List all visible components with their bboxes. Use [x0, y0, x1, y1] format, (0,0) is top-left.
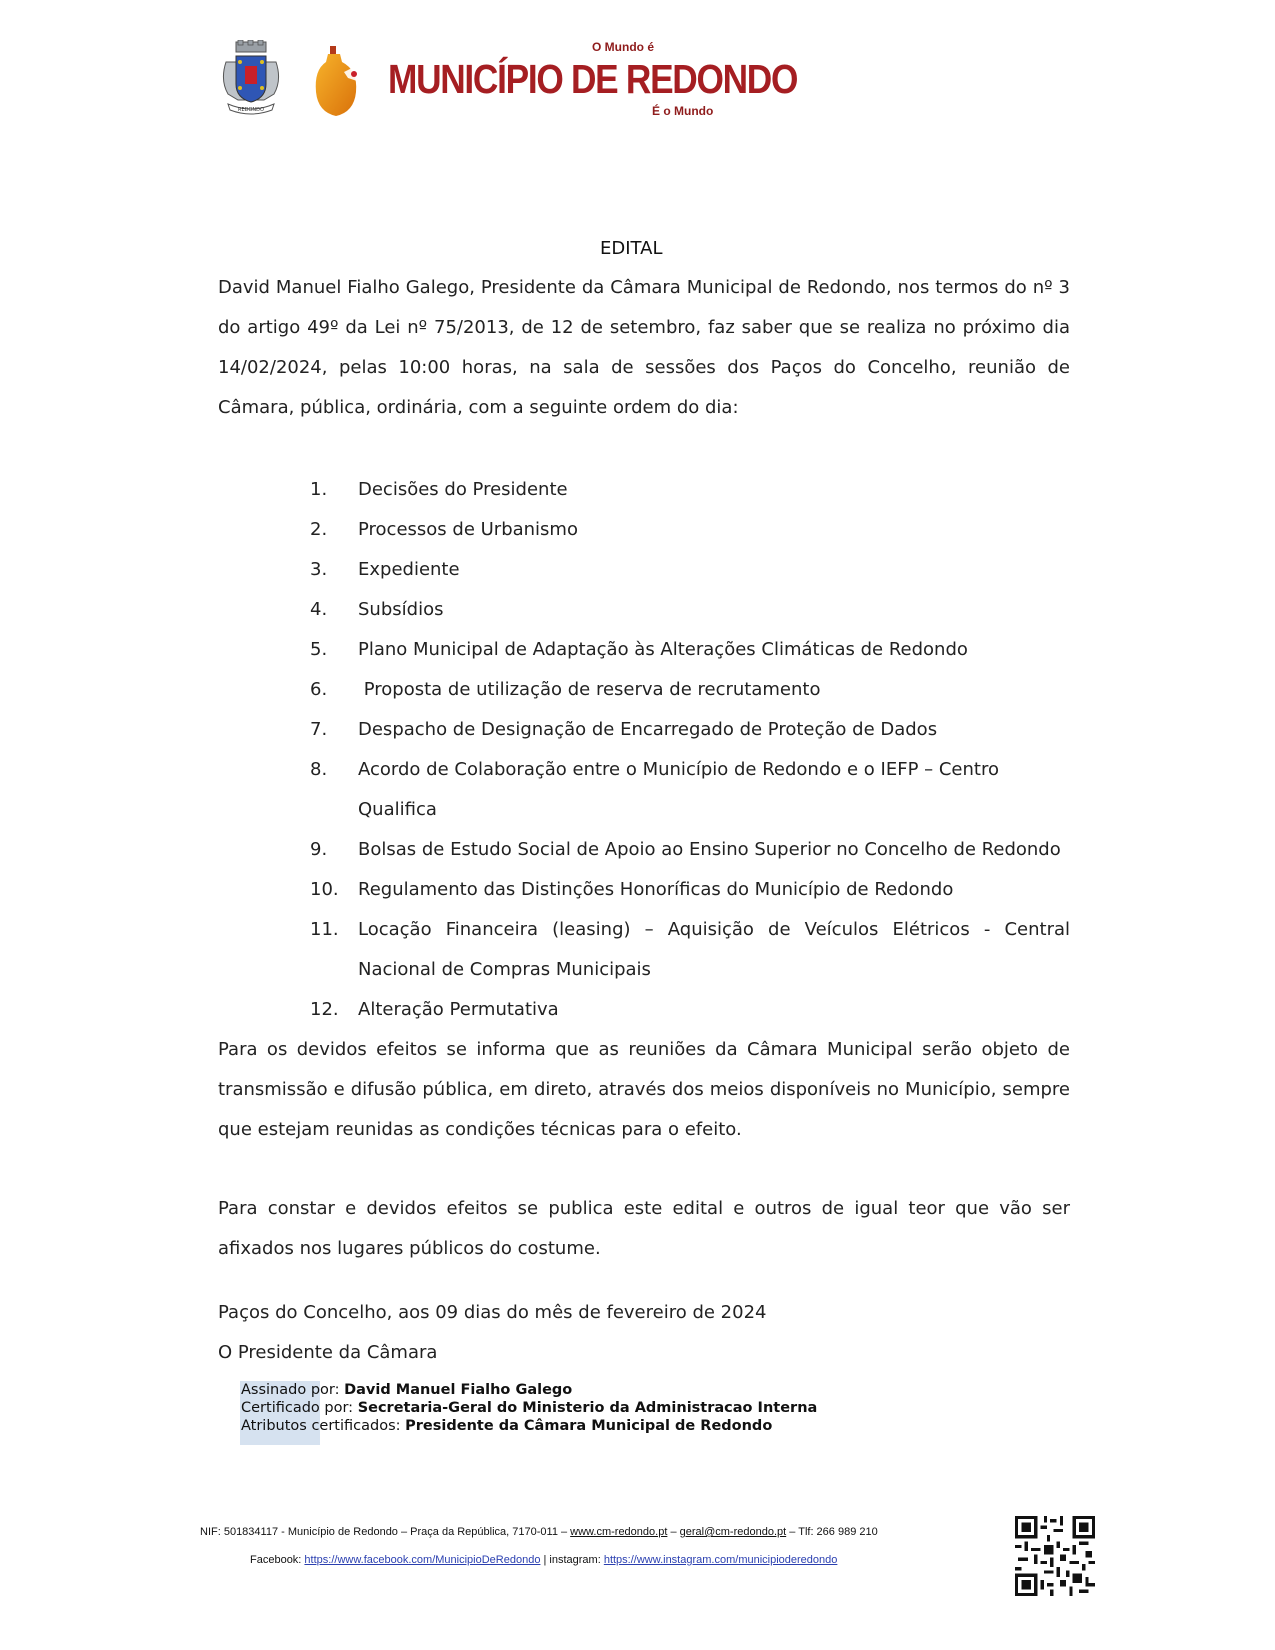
- agenda-item-number: 2.: [310, 519, 328, 540]
- certified-by-label: Certificado por:: [241, 1400, 354, 1416]
- agenda-item-number: 6.: [310, 679, 328, 700]
- place-and-date: Paços do Concelho, aos 09 dias do mês de fevereiro de 2024: [218, 1302, 767, 1323]
- municipality-brand-title: MUNICÍPIO DE REDONDO: [388, 56, 798, 102]
- clay-jar-logo-icon: [310, 42, 366, 118]
- signatory-title: O Presidente da Câmara: [218, 1342, 438, 1363]
- signed-by-value: David Manuel Fialho Galego: [344, 1382, 573, 1398]
- footer-address: NIF: 501834117 - Município de Redondo – Praça da República, 7170-011 –: [200, 1526, 571, 1538]
- agenda-item: [310, 910, 1070, 990]
- agenda-item-number: 5.: [310, 639, 328, 660]
- agenda-item-text: Proposta de utilização de reserva de recrutamento: [358, 679, 821, 700]
- instagram-label: | instagram:: [540, 1554, 604, 1566]
- agenda-item-text: Despacho de Designação de Encarregado de Proteção de Dados: [358, 719, 938, 740]
- email-link[interactable]: geral@cm-redondo.pt: [679, 1526, 787, 1538]
- agenda-item-number: 3.: [310, 559, 328, 580]
- crest-label: REDONDO: [238, 107, 264, 113]
- agenda-item-number: 11.: [310, 919, 339, 940]
- publication-paragraph: Para constar e devidos efeitos se publica este edital e outros de igual teor que vão ser afixados nos lugares públicos do costume.: [218, 1198, 1070, 1259]
- agenda-item: [310, 630, 1070, 670]
- signature-attributes: [241, 1418, 772, 1434]
- agenda-item: [310, 550, 1070, 590]
- agenda-item: [310, 670, 1070, 710]
- website-link[interactable]: www.cm-redondo.pt: [570, 1526, 668, 1538]
- agenda-item: [310, 470, 1070, 510]
- agenda-item: [310, 510, 1070, 550]
- footer-phone: – Tlf: 266 989 210: [786, 1526, 878, 1538]
- agenda-item-number: 7.: [310, 719, 328, 740]
- agenda-item: [310, 830, 1070, 870]
- agenda-item-number: 10.: [310, 879, 339, 900]
- agenda-item-number: 9.: [310, 839, 328, 860]
- brand-tagline-bottom: É o Mundo: [652, 104, 714, 118]
- instagram-link[interactable]: https://www.instagram.com/municipioderedondo: [603, 1554, 838, 1566]
- facebook-label: Facebook:: [250, 1554, 305, 1566]
- agenda-item-number: 4.: [310, 599, 328, 620]
- agenda-item: [310, 870, 1070, 910]
- agenda-item-text: Expediente: [358, 559, 460, 580]
- agenda-item-number: 1.: [310, 479, 328, 500]
- agenda-list: [310, 470, 1070, 1030]
- footer-social-line: [250, 1554, 837, 1566]
- attributes-value: Presidente da Câmara Municipal de Redondo: [405, 1418, 773, 1434]
- agenda-item: [310, 750, 1070, 830]
- attributes-label: Atributos certificados:: [241, 1418, 401, 1434]
- agenda-item: [310, 590, 1070, 630]
- signed-by-label: Assinado por:: [241, 1382, 340, 1398]
- certified-by-value: Secretaria-Geral do Ministerio da Administracao Interna: [357, 1400, 818, 1416]
- intro-paragraph: David Manuel Fialho Galego, Presidente da Câmara Municipal de Redondo, nos termos do nº 3 do artigo 49º da Lei nº 75/2013, de 12 de setembro, faz saber que se realiza no próximo dia 14/02/2024, pelas 10:00 horas, na sala de sessões dos Paços do Concelho, reunião de Câmara, pública, ordinária, com a seguinte ordem do dia:: [218, 277, 1070, 418]
- municipal-crest-icon: [218, 40, 284, 118]
- agenda-item-number: 8.: [310, 759, 328, 780]
- brand-tagline-top: O Mundo é: [592, 40, 654, 54]
- footer-separator: –: [667, 1526, 680, 1538]
- document-title: EDITAL: [600, 238, 663, 259]
- facebook-link[interactable]: https://www.facebook.com/MunicipioDeRedondo: [304, 1554, 541, 1566]
- qr-code-icon: [1015, 1516, 1095, 1596]
- signature-certified-by: [241, 1400, 817, 1416]
- agenda-item: [310, 710, 1070, 750]
- agenda-item: [310, 990, 1070, 1030]
- agenda-item-text: Plano Municipal de Adaptação às Alterações Climáticas de Redondo: [358, 639, 968, 660]
- agenda-item-text: Processos de Urbanismo: [358, 519, 578, 540]
- footer-contact-line: [200, 1526, 878, 1538]
- agenda-item-text: Acordo de Colaboração entre o Município de Redondo e o IEFP – Centro Qualifica: [358, 759, 999, 820]
- signature-signed-by: [241, 1382, 572, 1398]
- agenda-item-text: Bolsas de Estudo Social de Apoio ao Ensino Superior no Concelho de Redondo: [358, 839, 1061, 860]
- agenda-item-text: Locação Financeira (leasing) – Aquisição de Veículos Elétricos - Central Nacional de Compras Municipais: [358, 919, 1070, 980]
- agenda-item-number: 12.: [310, 999, 339, 1020]
- transmission-paragraph: Para os devidos efeitos se informa que as reuniões da Câmara Municipal serão objeto de transmissão e difusão pública, em direto, através dos meios disponíveis no Município, sempre que estejam reunidas as condições técnicas para o efeito.: [218, 1039, 1070, 1140]
- agenda-item-text: Regulamento das Distinções Honoríficas do Município de Redondo: [358, 879, 954, 900]
- agenda-item-text: Subsídios: [358, 599, 444, 620]
- agenda-item-text: Alteração Permutativa: [358, 999, 559, 1020]
- agenda-item-text: Decisões do Presidente: [358, 479, 568, 500]
